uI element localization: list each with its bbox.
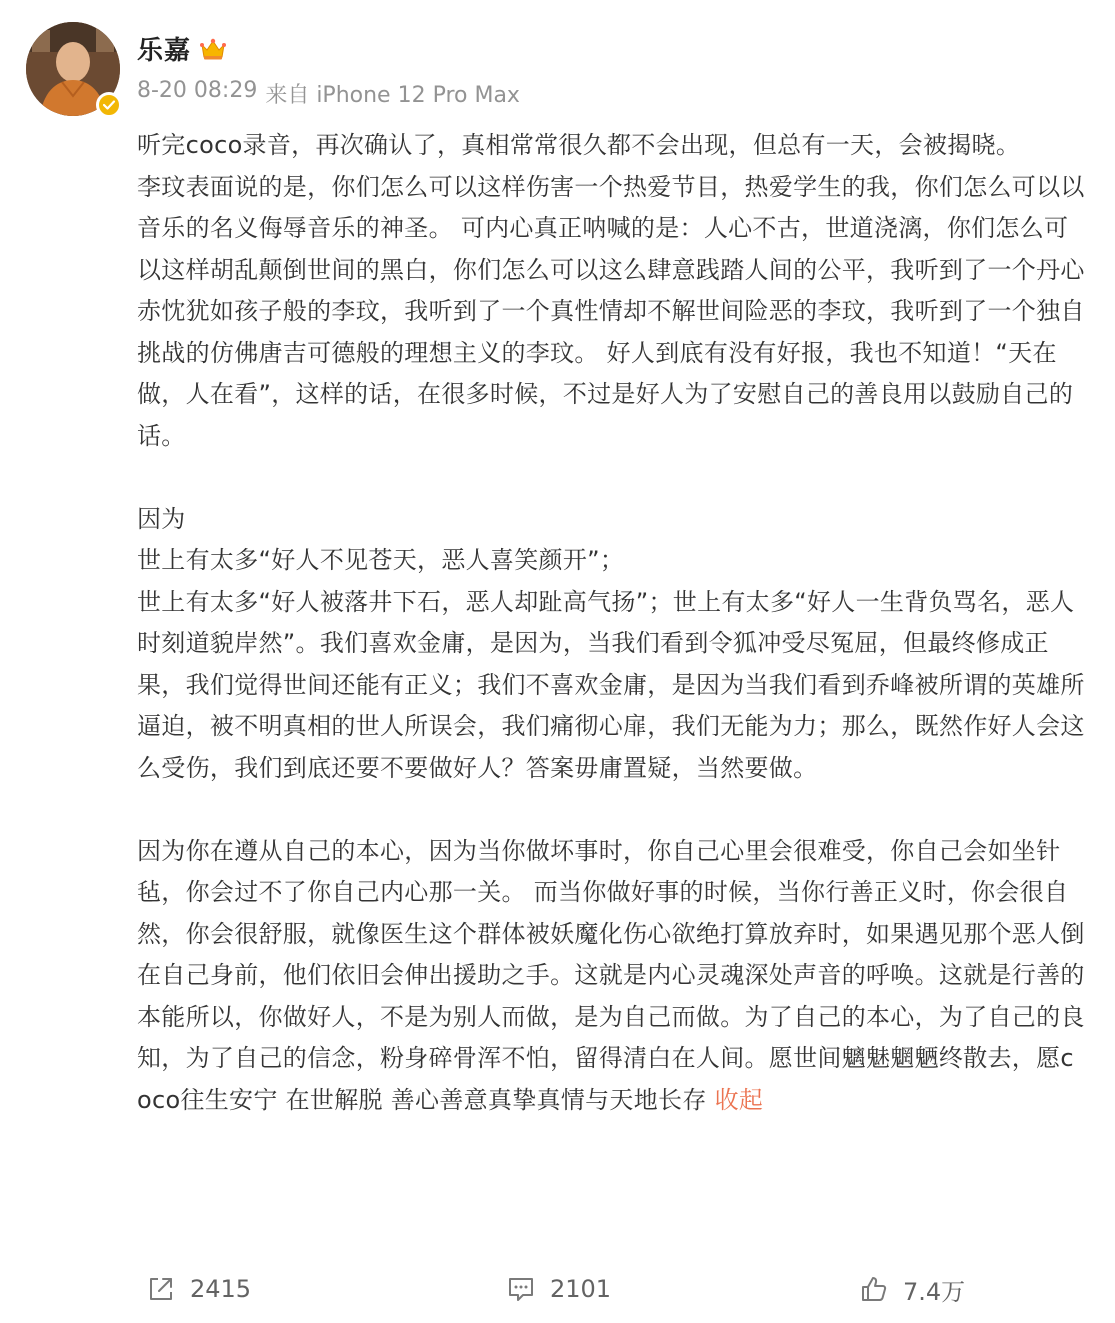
post-paragraph-text: 因为你在遵从自己的本心，因为当你做坏事时，你自己心里会很难受，你自己会如坐针毡，你会过不了你自己内心那一关。 而当你做好事的时候，当你行善正义时，你会很自然，你会很舒服，就像医生这个群体被妖魔化伤心欲绝打算放弃时，如果遇见那个恶人倒在自己身前，他们依旧会伸出援助之手。这就是内心灵魂深处声音的呼唤。这就是行善的本能所以，你做好人，不是为别人而做，是为自己而做。为了自己的本心，为了自己的良知，为了自己的信念，粉身碎骨浑不怕，留得清白在人间。愿世间魑魅魍魉终散去，愿coco往生安宁 在世解脱 善心善意真挚真情与天地长存 <box>137 836 1085 1114</box>
comment-button[interactable] <box>506 1266 611 1312</box>
comment-count: 2101 <box>550 1275 612 1303</box>
post-paragraph-last <box>137 831 1087 1122</box>
post-source: 来自 iPhone 12 Pro Max <box>265 83 520 108</box>
post-actions <box>0 1266 1115 1312</box>
post-time[interactable]: 8-20 08:29 <box>137 78 258 103</box>
post-header <box>26 22 1086 122</box>
comment-icon <box>506 1274 536 1304</box>
avatar[interactable] <box>26 22 120 116</box>
like-button[interactable] <box>859 1266 965 1312</box>
post-paragraph: 世上有太多“好人不见苍天，恶人喜笑颜开”； <box>137 546 625 574</box>
paragraph-spacer <box>137 457 1087 499</box>
post-paragraph: 世上有太多“好人被落井下石，恶人却趾高气扬”；世上有太多“好人一生背负骂名，恶人时刻道貌岸然”。我们喜欢金庸，是因为，当我们看到令狐冲受尽冤屈，但最终修成正果，我们觉得世间还能有正义；我们不喜欢金庸，是因为当我们看到乔峰被所谓的英雄所逼迫，被不明真相的世人所误会，我们痛彻心扉，我们无能为力；那么，既然作好人会这么受伤，我们到底还要不要做好人？答案毋庸置疑，当然要做。 <box>137 587 1085 782</box>
post-meta <box>137 78 520 109</box>
paragraph-spacer <box>137 789 1087 831</box>
crown-icon[interactable] <box>199 35 227 63</box>
post-content <box>137 125 1087 1121</box>
post-paragraph: 听完coco录音，再次确认了，真相常常很久都不会出现，但总有一天，会被揭晓。 <box>137 131 1021 159</box>
collapse-link[interactable]: 收起 <box>714 1085 764 1114</box>
username[interactable]: 乐嘉 <box>137 36 192 66</box>
share-icon <box>146 1274 176 1304</box>
share-button[interactable] <box>146 1266 251 1312</box>
post-paragraph: 因为 <box>137 504 186 533</box>
like-count: 7.4万 <box>903 1277 966 1306</box>
share-count: 2415 <box>190 1275 252 1303</box>
name-row <box>137 30 227 67</box>
like-icon <box>859 1274 889 1304</box>
verified-badge-icon <box>96 92 122 118</box>
post-paragraph: 李玟表面说的是，你们怎么可以这样伤害一个热爱节目，热爱学生的我，你们怎么可以以音乐的名义侮辱音乐的神圣。 可内心真正呐喊的是：人心不古，世道浇漓，你们怎么可以这样胡乱颠倒世间的黑白，你们怎么可以这么肆意践踏人间的公平，我听到了一个丹心赤忱犹如孩子般的李玟，我听到了一个真性情却不解世间险恶的李玟，我听到了一个独自挑战的仿佛唐吉可德般的理想主义的李玟。 好人到底有没有好报，我也不知道！“天在做，人在看”，这样的话，在很多时候，不过是好人为了安慰自己的善良用以鼓励自己的话。 <box>137 172 1085 450</box>
